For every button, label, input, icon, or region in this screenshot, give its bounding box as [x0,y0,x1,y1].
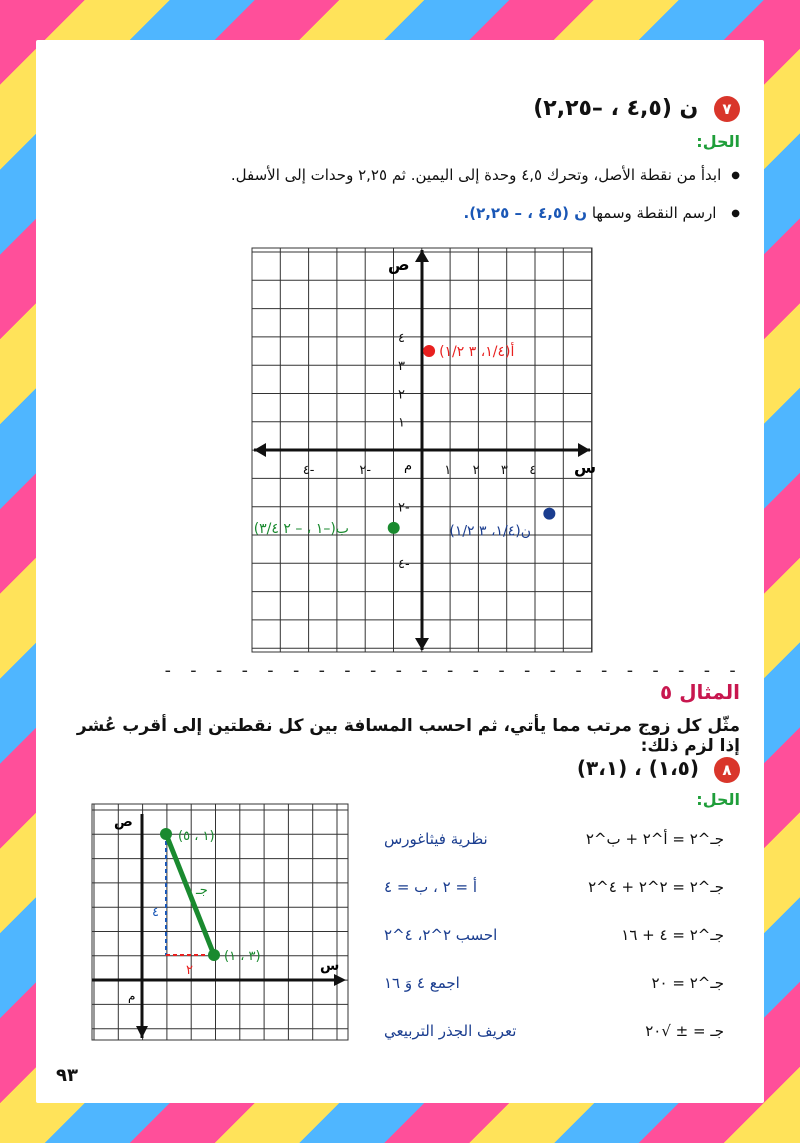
page-number: ٩٣ [56,1065,78,1086]
example5-title: المثال ٥ [660,680,740,704]
point-label: ب(–١ ، – ٢ ٣/٤) [253,520,349,537]
example8-points: (١،٥) ، (٣،١) [576,756,700,780]
example7-title [60,96,740,122]
y-tick-label: ٤ [398,330,405,346]
step-row [384,926,724,974]
solution-steps [384,830,724,1070]
x-axis-arrow [334,974,346,986]
step-equation: جـ^٢ = ٢٠ [651,974,724,992]
step-reason: أ = ٢ ، ب = ٤ [384,878,478,896]
x-tick-label: ١ [444,463,452,478]
x-tick-label: ٣ [500,463,508,478]
example8-number-badge: ٨ [714,757,740,783]
example8-title [60,756,740,783]
y-tick-label: ٢ [398,387,405,403]
example7-point: ن (٤,٥ ، –٢,٢٥) [533,96,699,121]
separator: - - - - - - - - - - - - - - - - - - - - - - - [162,660,740,681]
point-3-1 [208,949,220,961]
point1-label: (١ ، ٥) [178,829,215,844]
plotted-point [423,345,435,357]
origin-label: م [404,459,413,474]
example7-number-badge: ٧ [714,96,740,122]
origin-label: م [128,989,136,1003]
step-row [384,974,724,1022]
y-tick-label: ٢- [398,500,410,516]
bullet2-text: ارسم النقطة وسمها [591,204,717,222]
example7-solution-label: الحل: [696,132,740,151]
plotted-point [388,522,400,534]
step-row [384,878,724,926]
y-axis-arrow-down [136,1026,148,1038]
instruction: مثّل كل زوج مرتب مما يأتي، ثم احسب المسافة بين كل نقطتين إلى أقرب عُشر إذا لزم ذلك: [76,716,740,756]
step-reason: احسب ٢^٢، ٤^٢ [384,926,498,944]
example8-solution-label: الحل: [696,790,740,809]
step-equation: جـ^٢ = ٤ + ١٦ [621,926,724,944]
y-tick-label: ١ [398,415,405,431]
horizontal-leg-label: ٢ [186,963,193,978]
x-axis-label: س [320,958,340,974]
point-label: ن(١/٤، ٣ ١/٢) [449,523,532,540]
vertical-leg-label: ٤ [152,905,159,920]
point-1-5 [160,828,172,840]
step-row [384,1022,724,1070]
bullet2-point: ن (٤,٥ ، – ٢,٢٥). [463,204,588,222]
x-tick-label: ٤- [302,463,315,478]
point-label: أ(١/٤، ٣ ١/٢) [439,343,515,360]
step-equation: جـ^٢ = أ^٢ + ب^٢ [585,830,724,848]
hyp-label: جـ [196,883,208,898]
coordinate-grid-2 [92,804,348,1040]
y-axis-label: ص [114,814,133,830]
coordinate-grid-1 [252,248,597,652]
step-equation: جـ^٢ = ٢^٢ + ٤^٢ [588,878,724,896]
step-reason: نظرية فيثاغورس [384,830,488,848]
x-tick-label: ٤ [529,463,537,478]
point2-label: (٣ ، ١) [224,949,261,964]
step-row [384,830,724,878]
plotted-point [543,508,555,520]
page [36,40,764,1103]
y-axis-label: ص [388,255,410,274]
x-tick-label: ٢ [472,463,480,478]
x-axis-arrow-left [254,443,266,457]
y-tick-label: ٣ [398,359,405,375]
example7-bullet2 [60,204,740,222]
y-tick-label: ٤- [398,557,410,573]
x-axis-arrow-right [578,443,590,457]
step-reason: اجمع ٤ وَ ١٦ [384,974,460,992]
step-equation: جـ = ± √٢٠ [645,1022,724,1040]
example7-bullet1: ● ابدأ من نقطة الأصل، وتحرك ٤,٥ وحدة إلى اليمين. ثم ٢,٢٥ وحدات إلى الأسفل. [60,166,740,184]
x-axis-label: س [574,458,597,477]
step-reason: تعريف الجذر التربيعي [384,1022,517,1040]
x-tick-label: ٢- [359,463,372,478]
